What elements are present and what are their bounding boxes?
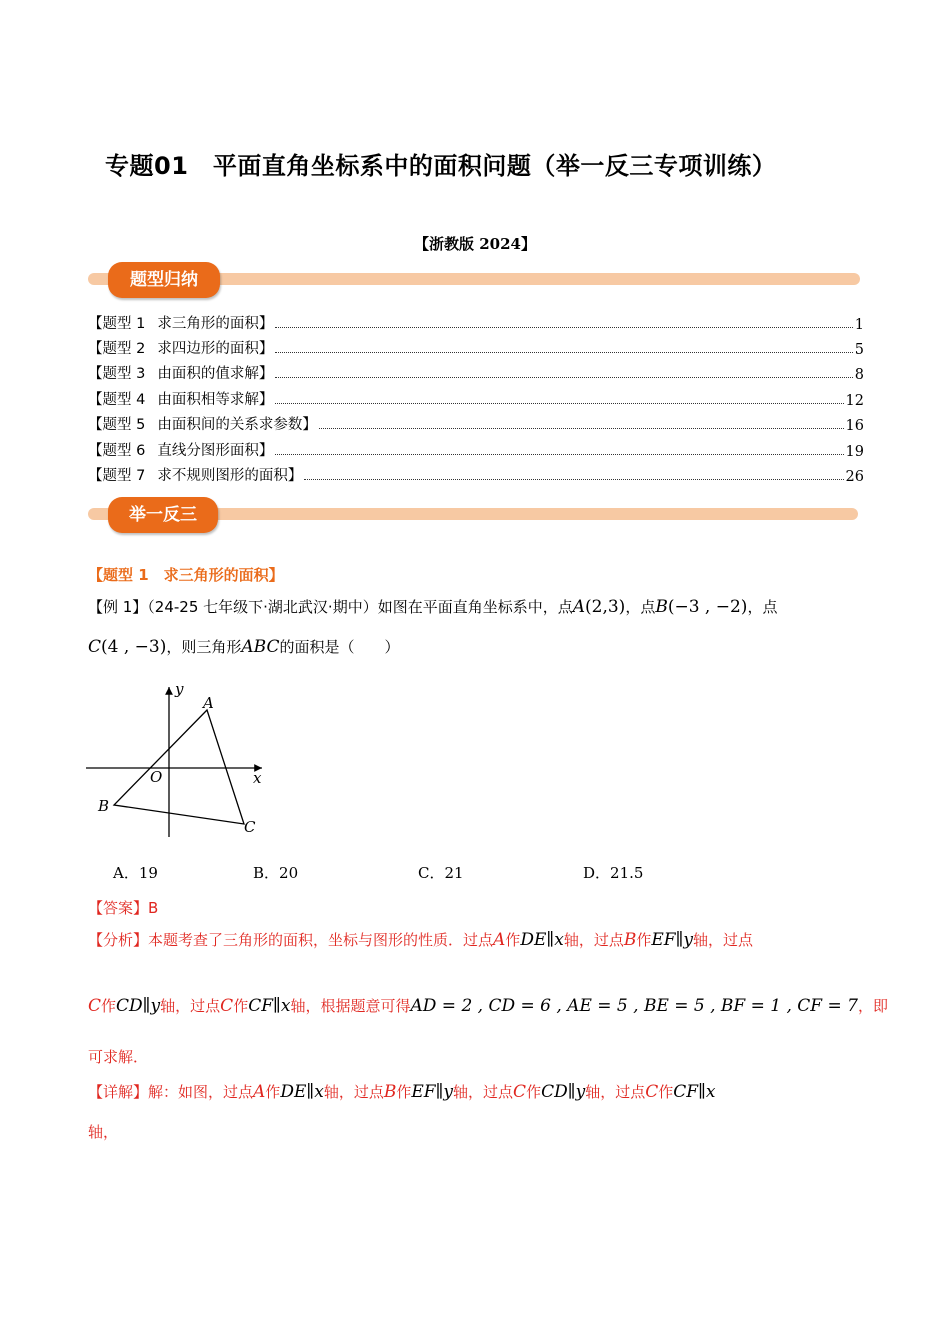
badge-types: 题型归纳: [108, 262, 220, 298]
document-title: 专题01 平面直角坐标系中的面积问题（举一反三专项训练）: [105, 152, 777, 180]
triangle-abc: [114, 710, 244, 824]
edition-label: 【浙教版 2024】: [414, 235, 536, 253]
analysis-line-3: 可求解．: [88, 1048, 149, 1066]
coordinate-figure: [80, 675, 280, 845]
toc-leader: [319, 427, 844, 429]
badge-practice: 举一反三: [108, 497, 218, 533]
analysis-line-2: C作CD∥y轴，过点C作CF∥x轴，根据题意可得AD = 2 , CD = 6 , AE = 5 , BE = 5 , BF = 1 , CF = 7，即: [88, 996, 888, 1016]
toc-type-title: 求不规则图形的面积】: [157, 468, 303, 484]
label-b: B: [98, 797, 110, 815]
toc-leader: [275, 402, 843, 404]
toc-row[interactable]: [88, 359, 864, 383]
label-c: C: [244, 818, 256, 836]
toc-leader: [275, 453, 843, 455]
toc-row[interactable]: [88, 436, 864, 460]
label-o: O: [150, 768, 163, 786]
toc-type-num: 【题型 3: [88, 366, 146, 382]
toc-page-number: 1: [854, 317, 864, 333]
toc-type-title: 由面积相等求解】: [157, 392, 274, 408]
toc-type-num: 【题型 2: [88, 341, 146, 357]
toc-leader: [275, 351, 852, 353]
option-a[interactable]: A．19: [113, 864, 158, 882]
toc-leader: [304, 478, 843, 480]
toc-page-number: 12: [845, 393, 864, 409]
answer: 【答案】B: [88, 899, 159, 917]
toc-row[interactable]: [88, 334, 864, 358]
toc-type-num: 【题型 5: [88, 417, 146, 433]
detail-line-1: 【详解】解：如图，过点A作DE∥x轴，过点B作EF∥y轴，过点C作CD∥y轴，过点C作CF∥x: [88, 1082, 716, 1102]
toc-page-number: 26: [845, 469, 864, 485]
option-c[interactable]: C．21: [418, 864, 464, 882]
example-line-1: 【例 1】（24-25 七年级下·湖北武汉·期中）如图在平面直角坐标系中，点A(2,3)，点B(−3 , −2)，点: [88, 597, 778, 617]
toc-page-number: 19: [845, 444, 864, 460]
toc-page-number: 8: [854, 367, 864, 383]
toc-type-num: 【题型 6: [88, 443, 146, 459]
toc-row[interactable]: [88, 309, 864, 333]
example-line-2: C(4 , −3)，则三角形ABC的面积是（ ）: [88, 637, 400, 657]
toc-type-num: 【题型 7: [88, 468, 146, 484]
toc-type-title: 求三角形的面积】: [157, 316, 274, 332]
toc-row[interactable]: [88, 461, 864, 485]
label-y: y: [175, 680, 184, 698]
label-a: A: [203, 694, 214, 712]
toc-type-num: 【题型 1: [88, 316, 146, 332]
toc-type-title: 求四边形的面积】: [157, 341, 274, 357]
toc-type-title: 直线分图形面积】: [157, 443, 274, 459]
option-d[interactable]: D．21.5: [583, 864, 644, 882]
detail-line-2: 轴，: [88, 1123, 119, 1141]
toc-leader: [275, 376, 852, 378]
toc-type-title: 由面积的值求解】: [157, 366, 274, 382]
option-b[interactable]: B．20: [253, 864, 299, 882]
section-heading: 【题型 1 求三角形的面积】: [88, 566, 284, 584]
label-x: x: [253, 769, 262, 787]
analysis-line-1: 【分析】本题考查了三角形的面积，坐标与图形的性质．过点A作DE∥x轴，过点B作EF∥y轴，过点: [88, 930, 754, 950]
toc-row[interactable]: [88, 385, 864, 409]
toc-type-title: 由面积间的关系求参数】: [157, 417, 317, 433]
toc-page-number: 5: [854, 342, 864, 358]
toc-leader: [275, 326, 852, 328]
toc-row[interactable]: [88, 410, 864, 434]
toc-page-number: 16: [845, 418, 864, 434]
toc-type-num: 【题型 4: [88, 392, 146, 408]
